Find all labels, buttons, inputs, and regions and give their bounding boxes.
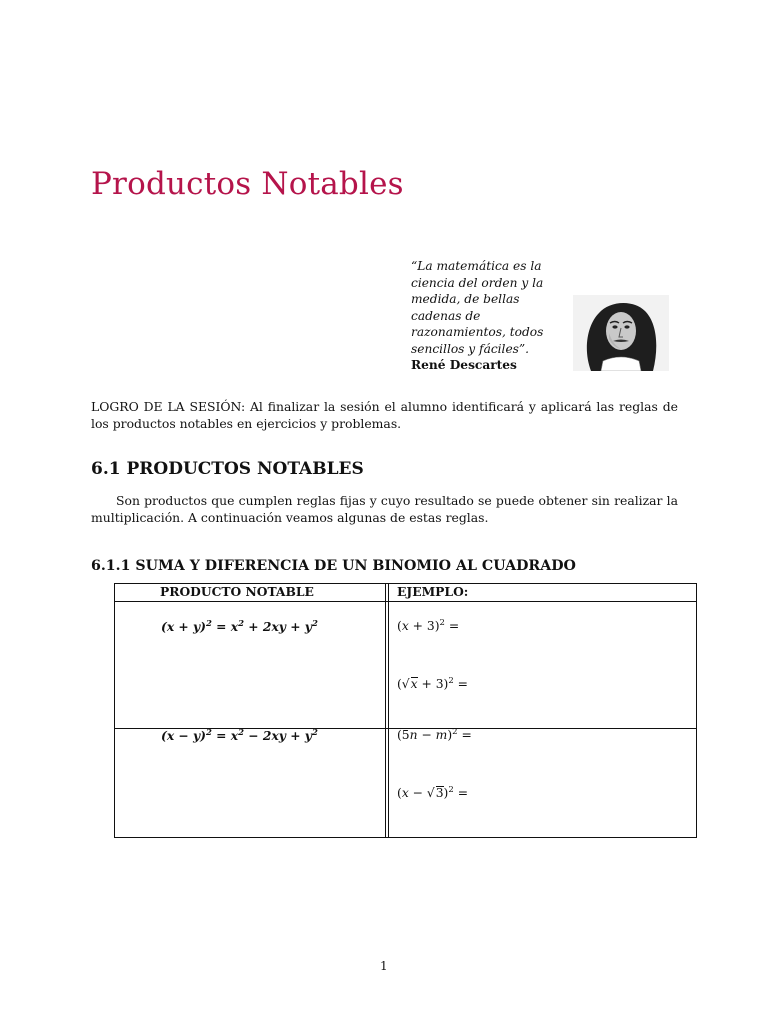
table-header-example: EJEMPLO: [397,584,469,599]
page-number: 1 [380,959,388,973]
quote-author: René Descartes [411,358,517,372]
quote-text: “La matemática es la ciencia del orden y la medida, de bellas cadenas de razonamientos, todos sencillos y fáciles”. [411,259,544,356]
subsection-heading: 6.1.1 SUMA Y DIFERENCIA DE UN BINOMIO AL CUADRADO [91,558,576,574]
table-header-rule [115,601,696,602]
notable-products-table [114,583,697,838]
example-2: $(√x + 3)^2$ = [397,676,468,691]
example-4: $(x - √3)^2$ = [397,785,468,800]
table-header-product: PRODUCTO NOTABLE [160,584,314,599]
page-title: Productos Notables [91,166,404,202]
section-heading: 6.1 PRODUCTOS NOTABLES [91,459,364,479]
session-goal: LOGRO DE LA SESIÓN: Al finalizar la sesión el alumno identificará y aplicará las reglas de los productos notables en ejercicios y problemas. [91,399,678,431]
example-1: $(x + 3)^2$ = [397,618,460,633]
table-divider [388,584,389,837]
formula-square-of-sum: $(x + y)^2 = x^2 + 2xy + y^2$ [161,619,318,634]
section-intro: Son productos que cumplen reglas fijas y cuyo resultado se puede obtener sin realizar la multiplicación. A continuación veamos algunas de estas reglas. [91,493,678,525]
table-divider [385,584,386,837]
epigraph-quote [411,258,561,374]
example-3: $(5n - m)^2$ = [397,727,472,742]
descartes-portrait [573,295,669,371]
formula-square-of-difference: $(x - y)^2 = x^2 - 2xy + y^2$ [161,728,318,743]
